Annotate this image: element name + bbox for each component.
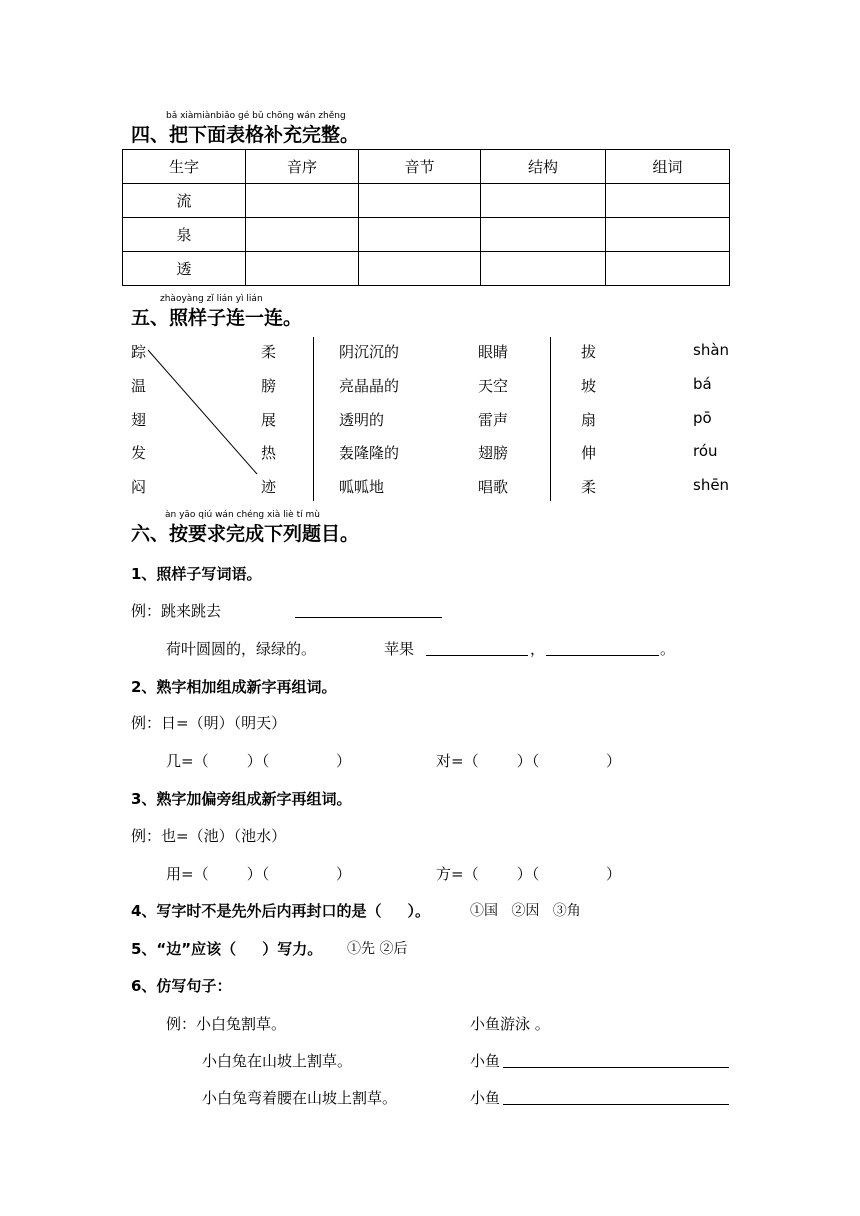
match-item[interactable]: 迹	[261, 478, 277, 496]
question-6-example: 例：小白兔割草。	[166, 1015, 287, 1033]
table-header-cell: 组词	[606, 150, 730, 184]
question-6-sample: 小鱼游泳 。	[470, 1015, 550, 1033]
table-header-cell: 生字	[123, 150, 246, 184]
match-item[interactable]: 展	[261, 411, 277, 429]
table-header-cell: 音节	[359, 150, 481, 184]
match-item[interactable]: shēn	[693, 476, 730, 494]
question-2-item[interactable]: 几=（ ）（ ）	[166, 752, 351, 770]
match-item[interactable]: 坡	[581, 377, 597, 395]
question-1-sample: 荷叶圆圆的，绿绿的。	[166, 640, 317, 658]
question-4-options[interactable]: ①国 ②因 ③角	[470, 903, 581, 919]
match-item[interactable]: 阴沉沉的	[339, 343, 400, 361]
match-item[interactable]: 柔	[261, 343, 277, 361]
match-item[interactable]: 温	[131, 377, 147, 395]
table-cell: 透	[123, 252, 246, 286]
match-item[interactable]: 膀	[261, 377, 277, 395]
question-2-title: 2、熟字相加组成新字再组词。	[131, 678, 337, 696]
question-3-item[interactable]: 用=（ ）（ ）	[166, 865, 351, 883]
table-cell[interactable]	[246, 184, 359, 218]
question-5-options[interactable]: ①先 ②后	[347, 941, 408, 957]
answer-blank[interactable]	[546, 655, 659, 656]
match-item[interactable]: 伸	[581, 444, 597, 462]
table-cell[interactable]	[481, 252, 606, 286]
table-row	[123, 252, 730, 286]
match-item[interactable]: 发	[131, 444, 147, 462]
question-5-title: 5、“边”应该（ ）写力。	[131, 940, 323, 958]
section5-pinyin: zhàoyàng zǐ lián yì lián	[160, 294, 263, 304]
match-item[interactable]: pō	[693, 409, 712, 427]
example-connect-line	[140, 340, 265, 480]
match-item[interactable]: 热	[261, 444, 277, 462]
section4-title: 四、把下面表格补充完整。	[131, 124, 360, 146]
question-6-prompt: 小鱼	[470, 1089, 501, 1107]
table-cell[interactable]	[606, 184, 730, 218]
match-item[interactable]: 踪	[131, 343, 147, 361]
match-item[interactable]: 亮晶晶的	[339, 377, 400, 395]
question-4-title: 4、写字时不是先外后内再封口的是（ ）。	[131, 902, 431, 920]
table-cell[interactable]	[359, 184, 481, 218]
table-header-cell: 结构	[481, 150, 606, 184]
match-item[interactable]: 闷	[131, 478, 147, 496]
question-1-prompt: 苹果	[384, 640, 415, 658]
match-item[interactable]: 天空	[478, 377, 509, 395]
column-divider	[313, 337, 314, 501]
answer-blank[interactable]	[503, 1104, 729, 1105]
comma: ，	[530, 640, 546, 658]
table-header-row	[123, 150, 730, 184]
table-header-cell: 音序	[246, 150, 359, 184]
table-row	[123, 218, 730, 252]
answer-blank[interactable]	[503, 1067, 729, 1068]
answer-blank[interactable]	[426, 655, 528, 656]
table-cell: 流	[123, 184, 246, 218]
match-item[interactable]: 呱呱地	[339, 478, 385, 496]
match-item[interactable]: róu	[693, 442, 718, 460]
match-item[interactable]: shàn	[693, 341, 730, 359]
column-divider	[550, 337, 551, 501]
match-item[interactable]: 翅	[131, 411, 147, 429]
table-cell[interactable]	[481, 218, 606, 252]
period: 。	[660, 640, 676, 658]
question-3-example: 例：也=（池）（池水）	[131, 827, 287, 845]
table-cell[interactable]	[606, 218, 730, 252]
question-3-title: 3、熟字加偏旁组成新字再组词。	[131, 790, 352, 808]
section6-title: 六、按要求完成下列题目。	[131, 523, 360, 545]
answer-blank[interactable]	[295, 617, 442, 618]
table-cell[interactable]	[246, 252, 359, 286]
table-cell: 泉	[123, 218, 246, 252]
table-cell[interactable]	[481, 184, 606, 218]
question-6-title: 6、仿写句子：	[131, 977, 232, 995]
table-cell[interactable]	[359, 218, 481, 252]
match-item[interactable]: 雷声	[478, 411, 509, 429]
table-cell[interactable]	[359, 252, 481, 286]
match-item[interactable]: 唱歌	[478, 478, 509, 496]
question-3-item[interactable]: 方=（ ）（ ）	[436, 865, 621, 883]
match-item[interactable]: 拔	[581, 343, 597, 361]
table-cell[interactable]	[606, 252, 730, 286]
question-2-item[interactable]: 对=（ ）（ ）	[436, 752, 621, 770]
question-1-title: 1、照样子写词语。	[131, 565, 262, 583]
character-table	[122, 149, 730, 286]
question-1-example: 例：跳来跳去	[131, 602, 222, 620]
question-6-example: 小白兔弯着腰在山坡上割草。	[202, 1089, 398, 1107]
section5-title: 五、照样子连一连。	[131, 307, 303, 329]
match-item[interactable]: 柔	[581, 478, 597, 496]
question-6-prompt: 小鱼	[470, 1052, 501, 1070]
match-item[interactable]: 眼睛	[478, 343, 509, 361]
section4-pinyin: bǎ xiàmiànbiǎo gé bǔ chōng wán zhěng	[166, 111, 346, 121]
question-6-example: 小白兔在山坡上割草。	[202, 1052, 353, 1070]
table-cell[interactable]	[246, 218, 359, 252]
table-row	[123, 184, 730, 218]
match-item[interactable]: bá	[693, 375, 712, 393]
question-2-example: 例：日=（明）（明天）	[131, 714, 287, 732]
match-item[interactable]: 翅膀	[478, 444, 509, 462]
match-item[interactable]: 轰隆隆的	[339, 444, 400, 462]
section6-pinyin: àn yāo qiú wán chéng xià liè tí mù	[165, 510, 320, 520]
match-item[interactable]: 透明的	[339, 411, 385, 429]
match-item[interactable]: 扇	[581, 411, 597, 429]
